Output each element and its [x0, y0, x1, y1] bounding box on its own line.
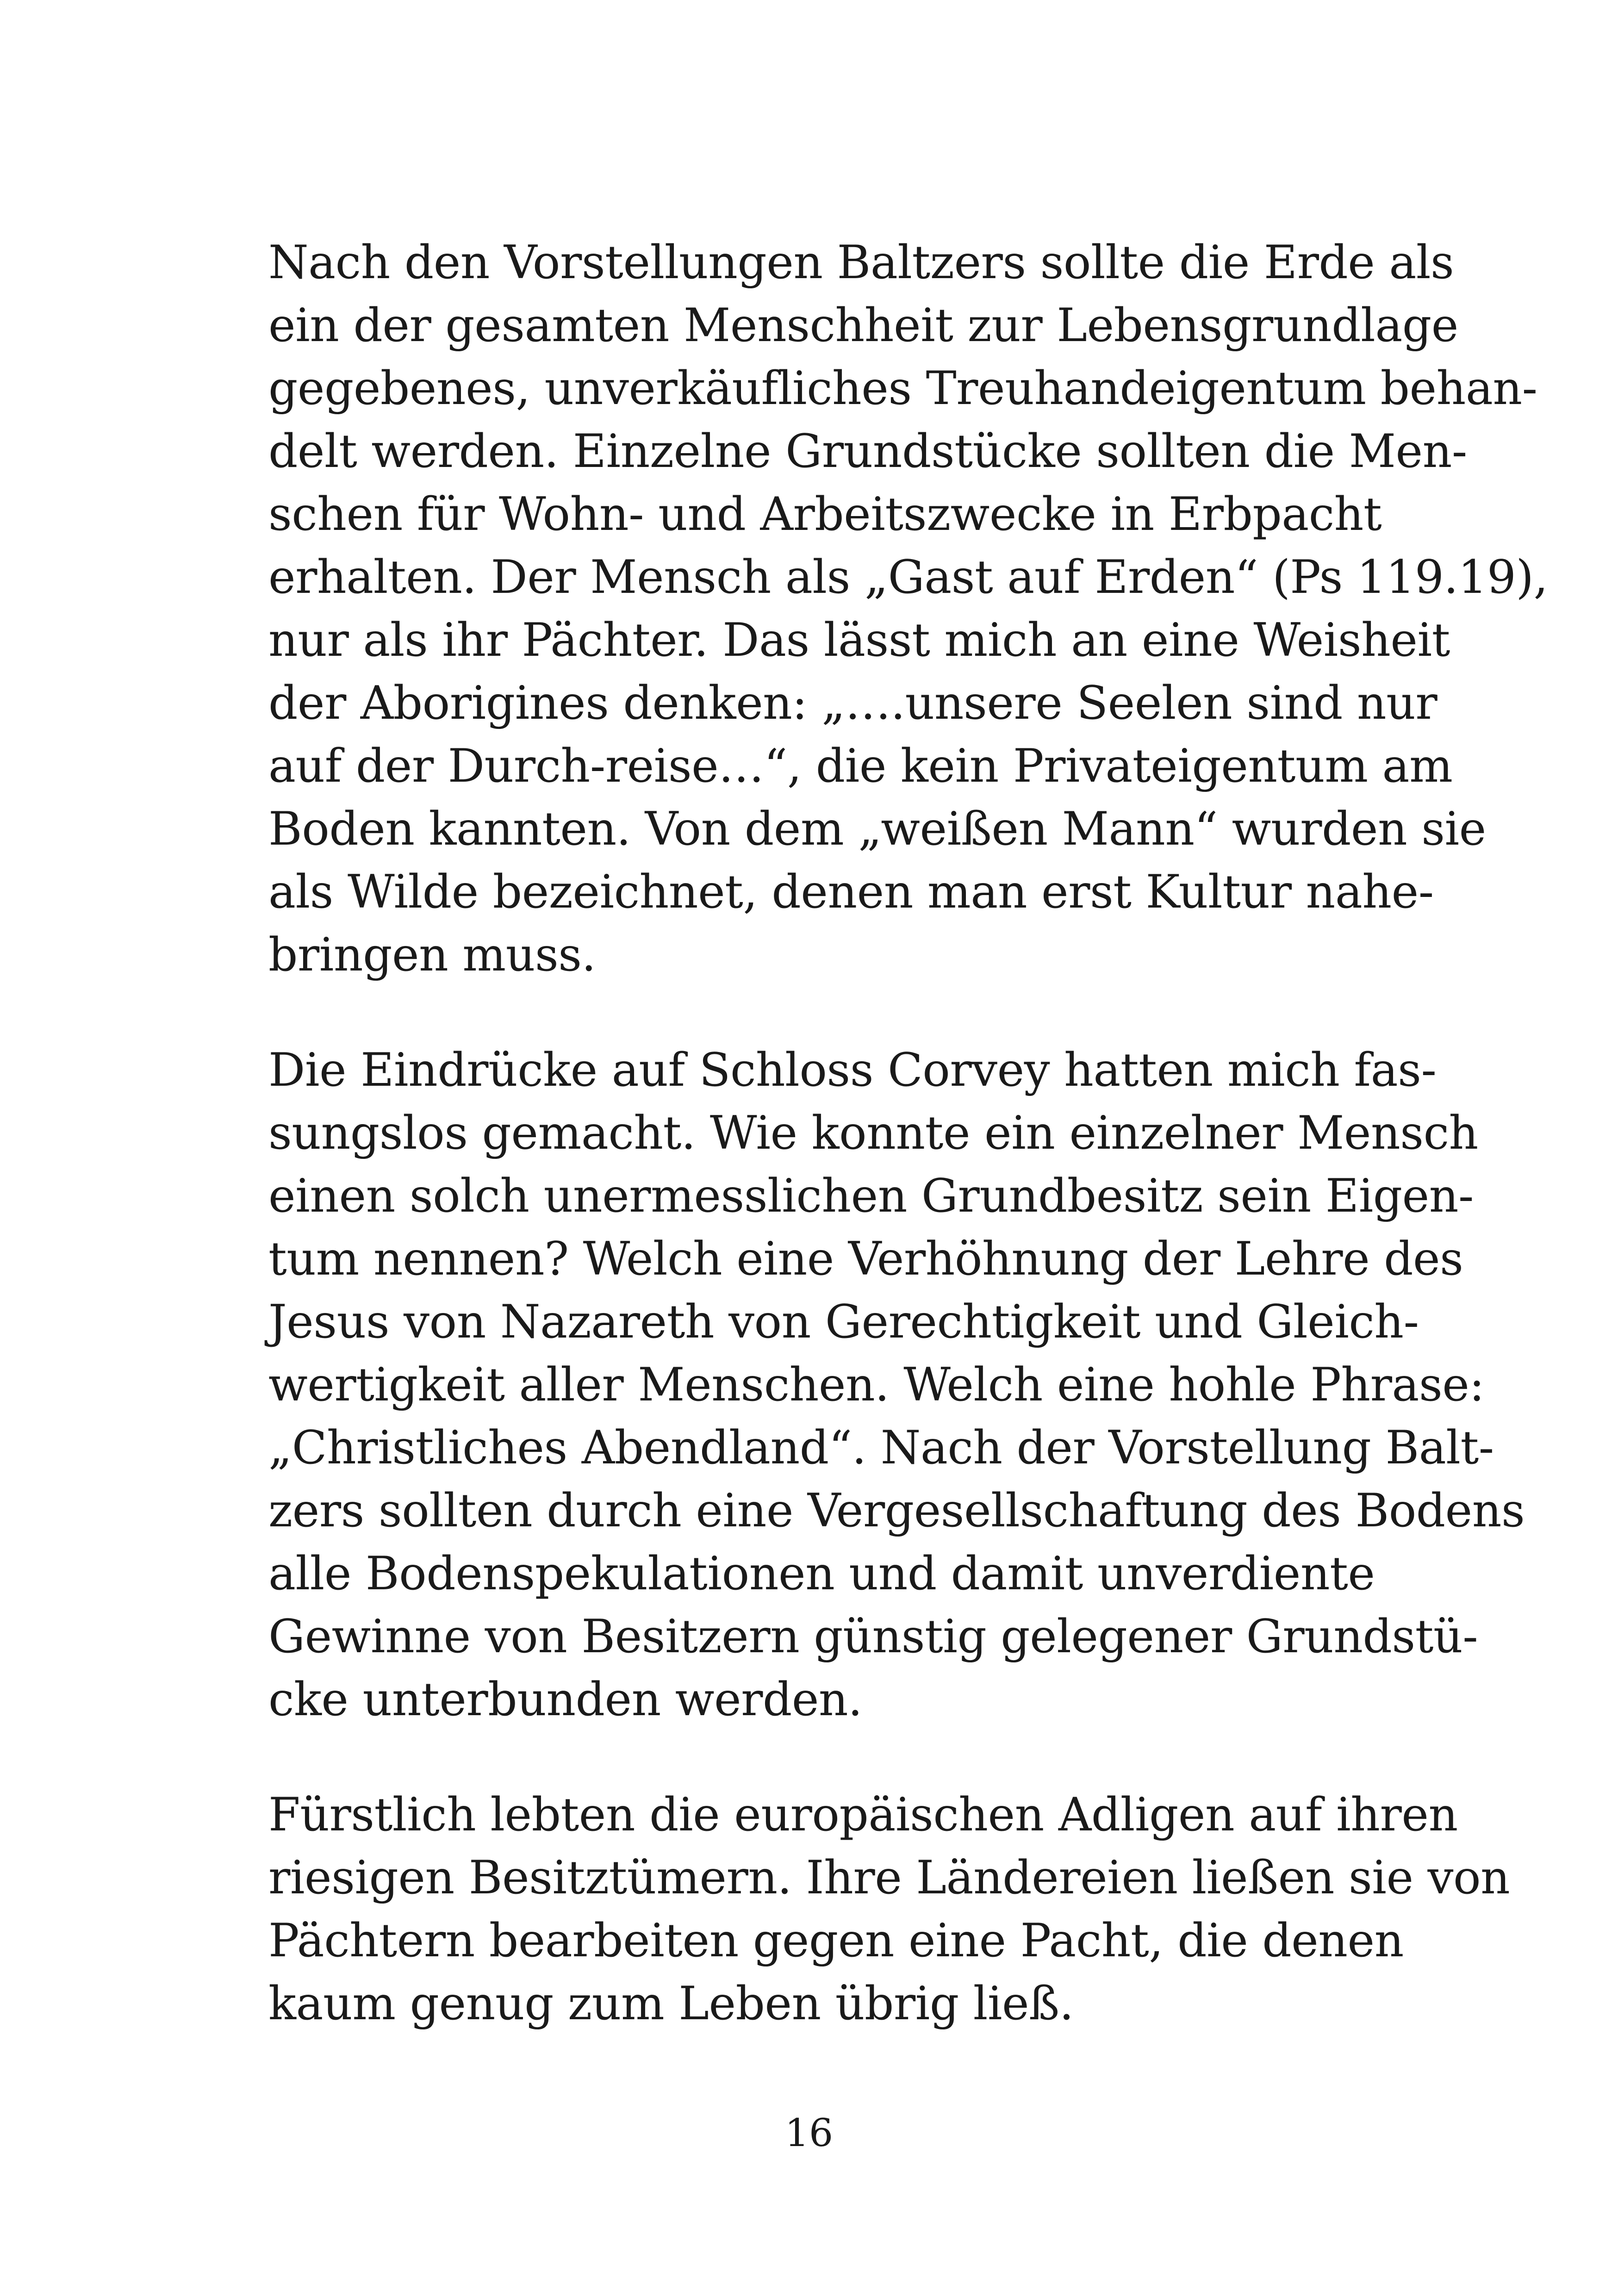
text-line: riesigen Besitztümern. Ihre Ländereien ließen sie von	[268, 1851, 1510, 1904]
text-line: bringen muss.	[268, 928, 596, 982]
body-text	[268, 231, 1548, 2088]
text-line: wertigkeit aller Menschen. Welch eine hohle Phrase:	[268, 1358, 1485, 1412]
text-line: Die Eindrücke auf Schloss Corvey hatten mich fas-	[268, 1044, 1437, 1097]
text-line: erhalten. Der Mensch als „Gast auf Erden“ (Ps 119.19),	[268, 551, 1548, 604]
text-line: Fürstlich lebten die europäischen Adligen auf ihren	[268, 1788, 1458, 1842]
text-line: cke unterbunden werden.	[268, 1673, 863, 1726]
text-line: Nach den Vorstellungen Baltzers sollte die Erde als	[268, 236, 1454, 289]
text-line: schen für Wohn- und Arbeitszwecke in Erbpacht	[268, 488, 1382, 541]
text-line: Jesus von Nazareth von Gerechtigkeit und Gleich-	[268, 1295, 1419, 1349]
text-line: zers sollten durch eine Vergesellschaftung des Bodens	[268, 1484, 1525, 1537]
text-line: Boden kannten. Von dem „weißen Mann“ wurden sie	[268, 803, 1486, 856]
text-line: tum nennen? Welch eine Verhöhnung der Lehre des	[268, 1232, 1463, 1286]
text-line: Gewinne von Besitzern günstig gelegener Grundstü-	[268, 1610, 1478, 1663]
text-line: gegebenes, unverkäufliches Treuhandeigentum behan-	[268, 362, 1537, 415]
text-line: alle Bodenspekulationen und damit unverdiente	[268, 1547, 1375, 1600]
text-line: delt werden. Einzelne Grundstücke sollten die Men-	[268, 425, 1467, 478]
text-line: einen solch unermesslichen Grundbesitz sein Eigen-	[268, 1170, 1474, 1223]
paragraph-1	[268, 231, 1548, 987]
text-line: der Aborigines denken: „….unsere Seelen sind nur	[268, 677, 1438, 730]
page-number: 16	[784, 2111, 834, 2155]
text-line: ein der gesamten Menschheit zur Lebensgrundlage	[268, 299, 1458, 352]
text-line: nur als ihr Pächter. Das lässt mich an eine Weisheit	[268, 614, 1450, 667]
text-line: kaum genug zum Leben übrig ließ.	[268, 1977, 1074, 2030]
paragraph-3	[268, 1784, 1510, 2035]
paragraph-2	[268, 1039, 1525, 1731]
text-line: „Christliches Abendland“. Nach der Vorstellung Balt-	[268, 1421, 1494, 1475]
text-line: Pächtern bearbeiten gegen eine Pacht, die denen	[268, 1914, 1404, 1967]
text-line: als Wilde bezeichnet, denen man erst Kultur nahe-	[268, 865, 1434, 919]
text-line: sungslos gemacht. Wie konnte ein einzelner Mensch	[268, 1107, 1478, 1160]
text-line: auf der Durch-reise…“, die kein Privateigentum am	[268, 740, 1453, 793]
